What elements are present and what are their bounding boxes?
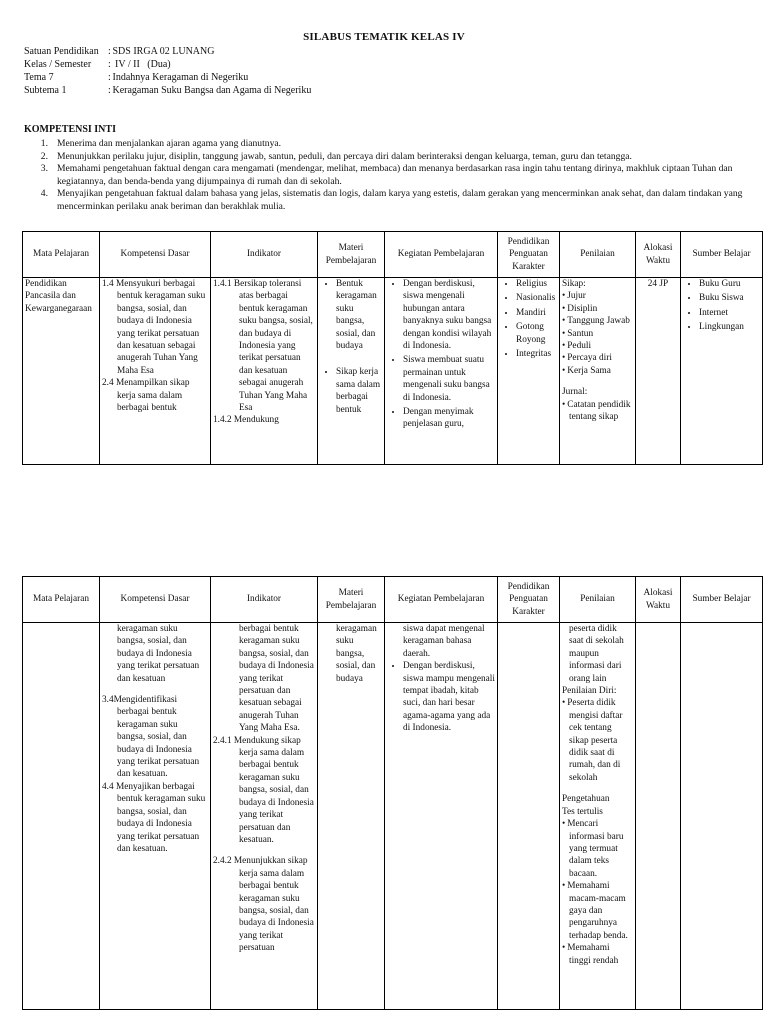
indikator-item: berbagai bentuk keragaman suku bangsa, sosial, dan budaya di Indonesia yang terikat persatuan dan kesatuan sebagai anugerah Tuhan Yang Maha Esa. (239, 624, 314, 734)
info-label: Satuan Pendidikan (24, 46, 99, 57)
item-number: 3. (40, 163, 48, 175)
table-header-row (23, 232, 763, 278)
syllabus-table-continued (22, 576, 763, 1010)
karakter-cell (500, 278, 557, 464)
indikator-item: 2.4.1 Mendukung sikap kerja sama dalam berbagai bentuk keragaman suku bangsa, sosial, dan budaya di Indonesia yang terikat persatuan dan kesatuan. (213, 735, 314, 845)
item-text: Menyajikan pengetahuan faktual dalam bahasa yang jelas, sistematis dan logis, dalam karya yang estetis, dalam gerakan yang mencerminkan anak sehat, dan dalam tindakan yang mencerminkan perilaku anak beriman dan berakhlak mulia. (57, 188, 743, 212)
kegiatan-cell (387, 278, 495, 464)
penilaian-diri-label: Penilaian Diri: (562, 686, 617, 697)
column-header: Pendidikan Penguatan Karakter (498, 577, 560, 623)
kegiatan-continued: siswa dapat mengenal keragaman bahasa daerah. (403, 624, 485, 659)
column-header: Materi Pembelajaran (318, 577, 385, 623)
column-header: Alokasi Waktu (636, 232, 681, 278)
penilaian-item: • Peduli (562, 340, 633, 352)
tes-label: Tes tertulis (562, 806, 603, 817)
indikator-cell (213, 278, 315, 464)
karakter-item: • Mandiri (516, 307, 557, 319)
kd-item: 1.4 Mensyukuri berbagai bentuk keragaman suku bangsa, sosial, dan budaya di Indonesia yang terikat persatuan dan kesatuan sebagai anugerah Tuhan Yang Maha Esa (102, 279, 206, 376)
column-header: Pendidikan Penguatan Karakter (498, 232, 560, 278)
column-header: Indikator (211, 577, 318, 623)
mapel-cell: Pendidikan Pancasila dan Kewarganegaraan (25, 279, 92, 314)
materi-item: • Bentuk keragaman suku bangsa, sosial, dan budaya (336, 278, 382, 352)
alokasi-cell: 24 JP (647, 279, 669, 289)
sumber-cell (683, 278, 760, 464)
kd-item: 2.4 Menampilkan sikap kerja sama dalam berbagai bentuk (102, 378, 190, 414)
kegiatan-item: • Siswa membuat suatu permainan untuk mengenali suku bangsa di Indonesia. (403, 354, 495, 404)
penilaian-item: • Disiplin (562, 303, 633, 315)
sumber-item: • Buku Guru (699, 278, 760, 290)
penilaian-item: • Memahami macam-macam gaya dan pengaruhnya terhadap benda. (562, 880, 633, 942)
kegiatan-cell (387, 623, 495, 1009)
mapel-cell (25, 623, 97, 1009)
kd-item: keragaman suku bangsa, sosial, dan budaya di Indonesia yang terikat persatuan dan kesatuan (117, 624, 200, 684)
column-header: Kegiatan Pembelajaran (385, 232, 498, 278)
sumber-item: • Lingkungan (699, 321, 760, 333)
info-label: Subtema 1 (24, 85, 67, 96)
column-header: Mata Pelajaran (23, 577, 100, 623)
penilaian-item: • Tanggung Jawab (562, 315, 633, 327)
syllabus-table (22, 231, 763, 465)
column-header: Sumber Belajar (681, 577, 763, 623)
materi-cell (320, 278, 382, 464)
karakter-cell (500, 623, 557, 1009)
kegiatan-item: • Dengan menyimak penjelasan guru, (403, 406, 495, 431)
penilaian-item: • Percaya diri (562, 352, 633, 364)
penilaian-item: • Peserta didik mengisi daftar cek tentang sikap peserta didik saat di rumah, dan di sekolah (562, 697, 633, 784)
indikator-item: 2.4.2 Menunjukkan sikap kerja sama dalam berbagai bentuk keragaman suku bangsa, sosial, dan budaya di Indonesia yang terikat persatuan (213, 856, 314, 954)
indikator-item: 1.4.2 Mendukung (213, 415, 279, 426)
karakter-item: • Religius (516, 278, 557, 290)
info-label: Tema 7 (24, 72, 54, 83)
info-row (24, 45, 311, 58)
item-number: 2. (40, 150, 48, 162)
karakter-item: • Integritas (516, 348, 557, 360)
info-row (24, 84, 311, 97)
info-row (24, 58, 311, 71)
table-header-row (23, 577, 763, 623)
kd-item: 4.4 Menyajikan berbagai bentuk keragaman suku bangsa, sosial, dan budaya di Indonesia yang terikat persatuan dan kesatuan. (102, 781, 206, 854)
indikator-cell (213, 623, 315, 1009)
column-header: Sumber Belajar (681, 232, 763, 278)
kd-item: 3.4Mengidentifikasi berbagai bentuk keragaman suku bangsa, sosial, dan budaya di Indonesia yang terikat persatuan dan kesatuan. (102, 695, 200, 780)
penilaian-item: • Jujur (562, 290, 633, 302)
info-row (24, 71, 311, 84)
table-row (23, 278, 763, 465)
penilaian-sikap-label: Sikap: (562, 279, 586, 289)
column-header: Indikator (211, 232, 318, 278)
kegiatan-item: • Dengan berdiskusi, siswa mengenali hubungan antara banyaknya suku bangsa dengan kondisi wilayah di Indonesia. (403, 278, 495, 352)
kompetensi-inti-heading: KOMPETENSI INTI (24, 124, 116, 135)
column-header: Penilaian (560, 577, 636, 623)
column-header: Kegiatan Pembelajaran (385, 577, 498, 623)
karakter-item: • Nasionalis (516, 292, 557, 304)
item-text: Memahami pengetahuan faktual dengan cara mengamati (mendengar, melihat, membaca) dan menanya berdasarkan rasa ingin tahu tentang dirinya, makhluk ciptaan Tuhan dan kegiatannya, dan benda-benda yang dijumpainya di rumah dan di sekolah. (57, 163, 733, 187)
indikator-item: 1.4.1 Bersikap toleransi atas berbagai bentuk keragaman suku bangsa, sosial, dan budaya di Indonesia yang terikat persatuan dan kesatuan sebagai anugerah Tuhan Yang Maha Esa (213, 279, 313, 414)
penilaian-item: • Kerja Sama (562, 365, 633, 377)
syllabus-info (24, 45, 311, 97)
materi-cell: keragaman suku bangsa, sosial, dan budaya (336, 624, 377, 684)
kompetensi-inti-item (24, 188, 748, 213)
penilaian-cell (562, 278, 633, 464)
penilaian-jurnal-label: Jurnal: (562, 387, 588, 398)
item-text: Menerima dan menjalankan ajaran agama yang dianutnya. (57, 138, 282, 149)
kompetensi-inti-item (24, 151, 748, 164)
column-header: Materi Pembelajaran (318, 232, 385, 278)
info-separator: : (108, 72, 111, 83)
column-header: Kompetensi Dasar (100, 232, 211, 278)
kegiatan-item: • Dengan berdiskusi, siswa mampu mengenali tempat ibadah, kitab suci, dan hari besar agama-agama yang ada di Indonesia. (403, 660, 495, 734)
table-row (23, 623, 763, 1010)
info-value: Keragaman Suku Bangsa dan Agama di Negeriku (112, 85, 312, 96)
item-text: Menunjukkan perilaku jujur, disiplin, tanggung jawab, santun, peduli, dan percaya diri dalam berinteraksi dengan keluarga, teman, guru dan tetangga. (57, 150, 632, 162)
karakter-item: • Gotong Royong (516, 321, 557, 346)
kompetensi-inti-item (24, 163, 748, 188)
column-header: Mata Pelajaran (23, 232, 100, 278)
kompetensi-dasar-cell (102, 623, 208, 1009)
penilaian-item: • Mencari informasi baru yang termuat dalam teks bacaan. (562, 818, 633, 880)
column-header: Alokasi Waktu (636, 577, 681, 623)
alokasi-cell (638, 623, 678, 1009)
info-separator: : (108, 46, 111, 57)
info-value: SDS IRGA 02 LUNANG (112, 46, 215, 57)
kompetensi-dasar-cell (102, 278, 208, 464)
penilaian-item: • Santun (562, 328, 633, 340)
info-separator: : (108, 59, 111, 70)
column-header: Kompetensi Dasar (100, 577, 211, 623)
materi-item: • Sikap kerja sama dalam berbagai bentuk (336, 366, 382, 416)
penilaian-item: • Catatan pendidik tentang sikap (562, 399, 633, 424)
info-value: IV / II (Dua) (115, 59, 171, 70)
info-label: Kelas / Semester (24, 59, 92, 70)
sumber-item: • Internet (699, 307, 760, 319)
kompetensi-inti-item (24, 138, 748, 151)
document-title: SILABUS TEMATIK KELAS IV (303, 31, 465, 43)
penilaian-cell (562, 623, 633, 1009)
penilaian-item: • Memahami tinggi rendah (562, 942, 633, 967)
item-number: 1. (40, 138, 48, 149)
penilaian-continued: peserta didik saat di sekolah maupun informasi dari orang lain (569, 624, 624, 684)
sumber-item: • Buku Siswa (699, 292, 760, 304)
kompetensi-inti-list (24, 138, 748, 214)
column-header: Penilaian (560, 232, 636, 278)
info-separator: : (108, 85, 111, 96)
sumber-cell (683, 623, 760, 1009)
info-value: Indahnya Keragaman di Negeriku (112, 72, 249, 83)
item-number: 4. (40, 188, 48, 200)
pengetahuan-label: Pengetahuan (562, 794, 610, 805)
